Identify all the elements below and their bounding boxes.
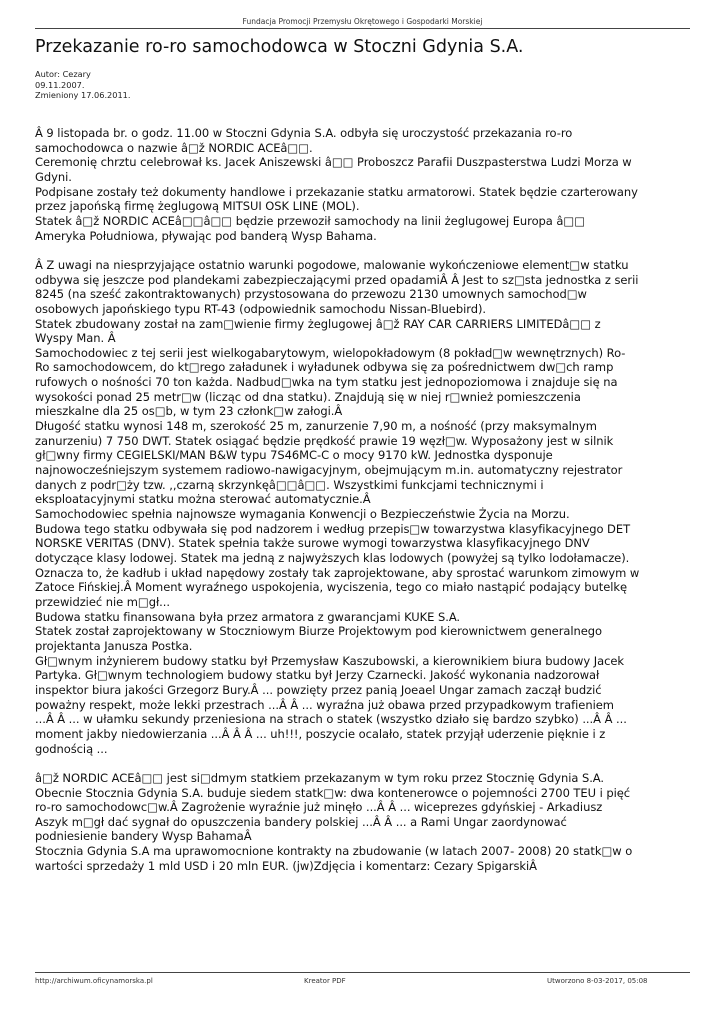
- article-title: Przekazanie ro-ro samochodowca w Stoczni Gdynia S.A.: [35, 37, 524, 57]
- footer-url-link[interactable]: http://archiwum.oficynamorska.pl: [35, 977, 153, 985]
- article-author: Autor: Cezary: [35, 69, 91, 79]
- article-modified: Zmieniony 17.06.2011.: [35, 90, 131, 101]
- header-divider: [35, 28, 690, 29]
- article-meta: [35, 69, 131, 101]
- article-date: 09.11.2007.: [35, 79, 85, 90]
- header-organization: Fundacja Promocji Przemysłu Okrętowego i Gospodarki Morskiej: [242, 17, 483, 26]
- footer-generator: Kreator PDF: [304, 977, 346, 985]
- paragraph-ceremony: Â 9 listopada br. o godz. 11.00 w Stoczni Gdynia S.A. odbyła się uroczystość przekazania ro-ro samochodowca o nazwie â□ž NORDIC ACEâ□□. Ceremonię chrztu celebrował ks. Jacek Aniszewski â□□ Proboszcz Parafii Duszpasterstwa Ludzi Morza w Gdyni. Podpisane zostały też dokumenty handlowe i przekazanie statku armatorowi. Statek będzie czarterowany przez japońską firmę żeglugową MITSUI OSK LINE (MOL). Statek â□ž NORDIC ACEâ□□â□□ będzie przewoził samochody na linii żeglugowej Europa â□□ Ameryka Południowa, pływając pod banderą Wysp Bahama.: [35, 126, 638, 243]
- paragraph-details: Â Z uwagi na niesprzyjające ostatnio warunki pogodowe, malowanie wykończeniowe element□w statku odbywa się jeszcze pod plandekami zabezpieczającymi przed opadamiÂ Â Jest to sz□sta jednostka z serii 8245 (na sześć zakontraktowanych) przystosowana do przewozu 2130 umownych samochod□w osobowych japońskiego typu RT-43 (odpowiednik samochodu Nissan-Bluebird). Statek zbudowany został na zam□wienie firmy żeglugowej â□ž RAY CAR CARRIERS LIMITEDâ□□ z Wyspy Man. Â Samochodowiec z tej serii jest wielkogabarytowym, wielopokładowym (8 pokład□w wewnętrznych) Ro- Ro samochodowcem, do kt□rego załadunek i wyładunek odbywa się za pośrednictwem dw□ch ramp rufowych o nośności 70 ton każda. Nadbud□wka na tym statku jest jednopoziomowa i znajduje się na wysokości ponad 25 metr□w (licząc od dna statku). Znajdują się w niej r□wnież pomieszczenia mieszkalne dla 25 os□b, w tym 23 członk□w załogi.Â Długość statku wynosi 148 m, szerokość 25 m, zanurzenie 7,90 m, a nośność (przy maksymalnym zanurzeniu) 7 750 DWT. Statek osiągać będzie prędkość prawie 19 węzł□w. Wyposażony jest w silnik gł□wny firmy CEGIELSKI/MAN B&W typu 7S46MC-C o mocy 9170 kW. Jednostka dysponuje najnowocześniejszym systemem radiowo-nawigacyjnym, obejmującym m.in. automatyczny rejestrator danych z podr□ży tzw. ,,czarną skrzynkęâ□□â□□. Wszystkimi funkcjami technicznymi i eksploatacyjnymi statku można sterować automatycznie.Â Samochodowiec spełnia najnowsze wymagania Konwencji o Bezpieczeństwie Życia na Morzu. Budowa tego statku odbywała się pod nadzorem i według przepis□w towarzystwa klasyfikacyjnego DET NORSKE VERITAS (DNV). Statek spełnia także surowe wymogi towarzystwa klasyfikacyjnego DNV dotyczące klasy lodowej. Statek ma jedną z najwyższych klas lodowych (powyżej są tylko lodołamacze). Oznacza to, że kadłub i układ napędowy zostały tak zaprojektowane, aby sprostać warunkom zimowym w Zatoce Fińskiej.Â Moment wyraźnego uspokojenia, wyciszenia, tego co miało nastąpić podający butelkę przewidzieć nie m□gł... Budowa statku finansowana była przez armatora z gwarancjami KUKE S.A. Statek został zaprojektowany w Stoczniowym Biurze Projektowym pod kierownictwem generalnego projektanta Janusza Postka. Gł□wnym inżynierem budowy statku był Przemysław Kaszubowski, a kierownikiem biura budowy Jacek Partyka. Gł□wnym technologiem budowy statku był Jerzy Czarnecki. Jakość wykonania nadzorował inspektor biura jakości Grzegorz Bury.Â ... powzięty przez panią Joeael Ungar zamach zaczął budzić poważny respekt, może lekki przestrach ...Â Â ... wyraźna już obawa przed przypadkowym trafieniem ...Â Â ... w ułamku sekundy przeniesiona na strach o statek (wszystko działo się bardzo szybko) ...Â Â ... moment jakby niedowierzania ...Â Â Â ... uh!!!, poszycie ocalało, statek przyjął uderzenie pięknie i z godnością ...: [35, 257, 640, 756]
- article-body: [35, 126, 695, 873]
- footer-created-date: Utworzono 8-03-2017, 05:08: [547, 977, 648, 985]
- footer-divider: [35, 972, 690, 973]
- paragraph-gap: [35, 243, 695, 258]
- paragraph-summary: â□ž NORDIC ACEâ□□ jest si□dmym statkiem przekazanym w tym roku przez Stocznię Gdynia S.A. Obecnie Stocznia Gdynia S.A. buduje siedem statk□w: dwa kontenerowce o pojemności 2700 TEU i pięć ro-ro samochodowc□w.Â Zagrożenie wyraźnie już minęło ...Â Â ... wiceprezes gdyńskiej - Arkadiusz Aszyk m□gł dać sygnał do opuszczenia bandery polskiej ...Â Â ... a Rami Ungar zaordynować podniesienie bandery Wysp BahamaÂ Stocznia Gdynia S.A ma uprawomocnione kontrakty na zbudowanie (w latach 2007- 2008) 20 statk□w o wartości sprzedaży 1 mld USD i 20 mln EUR. (jw)Zdjęcia i komentarz: Cezary SpigarskiÂ: [35, 770, 633, 873]
- paragraph-gap: [35, 756, 695, 771]
